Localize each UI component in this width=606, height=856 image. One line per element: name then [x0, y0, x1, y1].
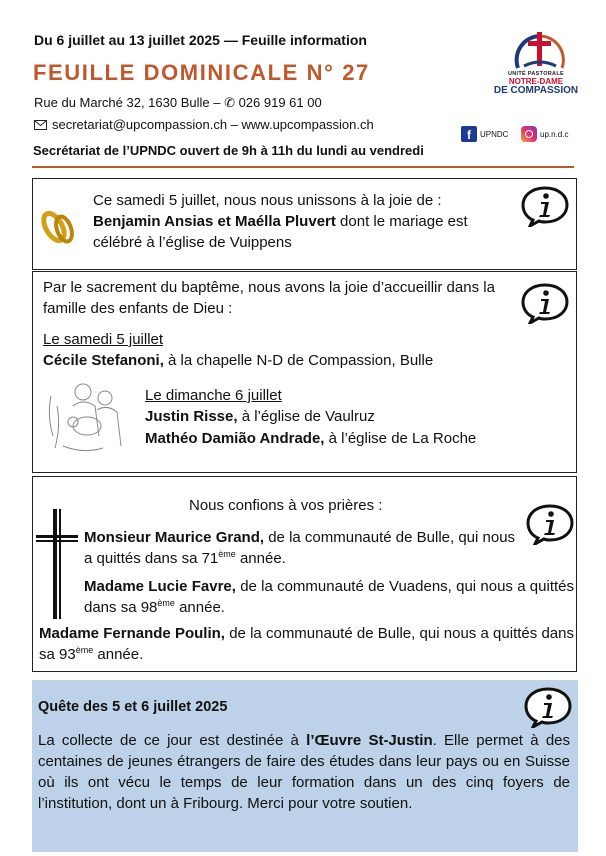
baptism-intro: Par le sacrement du baptême, nous avons la joie d’accueillir dans la famille des enfants de Dieu :: [43, 279, 495, 317]
prayer-person: [84, 527, 524, 569]
baptism-name: Mathéo Damião Andrade,: [145, 430, 325, 447]
envelope-icon: [34, 120, 47, 130]
prayer-name: Monsieur Maurice Grand,: [84, 529, 265, 546]
quete-text-before: La collecte de ce jour est destinée à: [38, 732, 299, 749]
prayer-person: [39, 623, 574, 665]
prayer-sup: ème: [157, 598, 175, 608]
baptism-day1: Le samedi 5 juillet: [43, 331, 164, 348]
baptism-name: Justin Risse,: [145, 408, 238, 425]
logo-line-2: NOTRE-DAME: [508, 76, 564, 86]
facebook-label: UPNDC: [480, 129, 509, 139]
wedding-rest: dont le mariage est célébré à l’église de Vuippens: [93, 213, 468, 251]
prayer-person: [84, 576, 574, 618]
facebook-link[interactable]: [461, 126, 508, 142]
info-icon: [519, 282, 571, 324]
info-icon: [522, 686, 574, 728]
instagram-label: up.n.d.c: [540, 129, 569, 139]
info-icon: [519, 185, 571, 227]
prayer-text-end: année.: [97, 646, 144, 663]
baptism-place: à l’église de Vaulruz: [241, 408, 375, 425]
prayer-sup: ème: [218, 549, 236, 559]
page-title: FEUILLE DOMINICALE N° 27: [33, 60, 370, 85]
baptism-place: à l’église de La Roche: [328, 430, 477, 447]
prayer-text-end: année.: [239, 550, 286, 567]
logo-icon: [510, 28, 570, 74]
wedding-intro: Ce samedi 5 juillet, nous nous unissons à la joie de :: [93, 192, 442, 209]
prayer-text: de la communauté de Bulle, qui nous a quittés dans sa 93: [39, 625, 574, 663]
info-icon: [524, 503, 576, 545]
quete-section: [32, 680, 578, 852]
logo-line-3: DE COMPASSION: [493, 84, 579, 96]
baptism-place: à la chapelle N-D de Compassion, Bulle: [168, 352, 434, 369]
contact-text[interactable]: secretariat@upcompassion.ch – www.upcompassion.ch: [52, 117, 374, 132]
baptism-entry: [43, 350, 433, 371]
prayer-name: Madame Fernande Poulin,: [39, 625, 225, 642]
logo-line-1: UNITÉ PASTORALE: [508, 71, 564, 77]
prayer-text: de la communauté de Bulle, qui nous a quittés dans sa 71: [84, 529, 516, 567]
quete-highlight: l’Œuvre St-Justin: [306, 732, 433, 749]
instagram-icon: [521, 126, 537, 142]
contact-line: [34, 117, 374, 132]
quete-title: Quête des 5 et 6 juillet 2025: [38, 699, 228, 715]
header-divider: [32, 166, 574, 168]
wedding-text: [93, 190, 498, 253]
cross-icon: [36, 509, 78, 619]
date-line: Du 6 juillet au 13 juillet 2025 — Feuille information: [34, 32, 367, 48]
baptism-box: [32, 271, 577, 473]
prayer-text: de la communauté de Vuadens, qui nous a quittés dans sa 98: [84, 578, 574, 616]
secretariat-hours: Secrétariat de l’UPNDC ouvert de 9h à 11h du lundi au vendredi: [33, 143, 424, 158]
prayer-sup: ème: [75, 645, 94, 655]
address: Rue du Marché 32, 1630 Bulle – ✆ 026 919 61 00: [34, 95, 322, 110]
baptism-entry: [145, 406, 375, 427]
prayer-name: Madame Lucie Favre,: [84, 578, 236, 595]
instagram-link[interactable]: [521, 126, 568, 142]
quete-text: [38, 730, 570, 814]
baptism-name: Cécile Stefanoni,: [43, 352, 164, 369]
quete-text-after: . Elle permet à des centaines de jeunes étrangers de faire des études dans leur pays ou en Suisse où ils ont vécu le temps de leur formation dans un des cinq foyers de l’institution, dont un à Fribourg. Merci pour votre soutien.: [38, 732, 571, 812]
wedding-names: Benjamin Ansias et Maélla Pluvert: [93, 213, 336, 230]
baptism-entry: [145, 428, 476, 449]
prayers-box: [32, 476, 577, 672]
wedding-box: [32, 178, 577, 270]
prayers-intro: Nous confions à vos prières :: [189, 497, 383, 514]
prayer-text-end: année.: [179, 599, 225, 616]
baptism-drawing: [43, 376, 135, 458]
rings-icon: [39, 199, 79, 247]
logo-text: [486, 72, 586, 96]
baptism-day2: Le dimanche 6 juillet: [145, 387, 282, 404]
facebook-icon: f: [461, 126, 477, 142]
